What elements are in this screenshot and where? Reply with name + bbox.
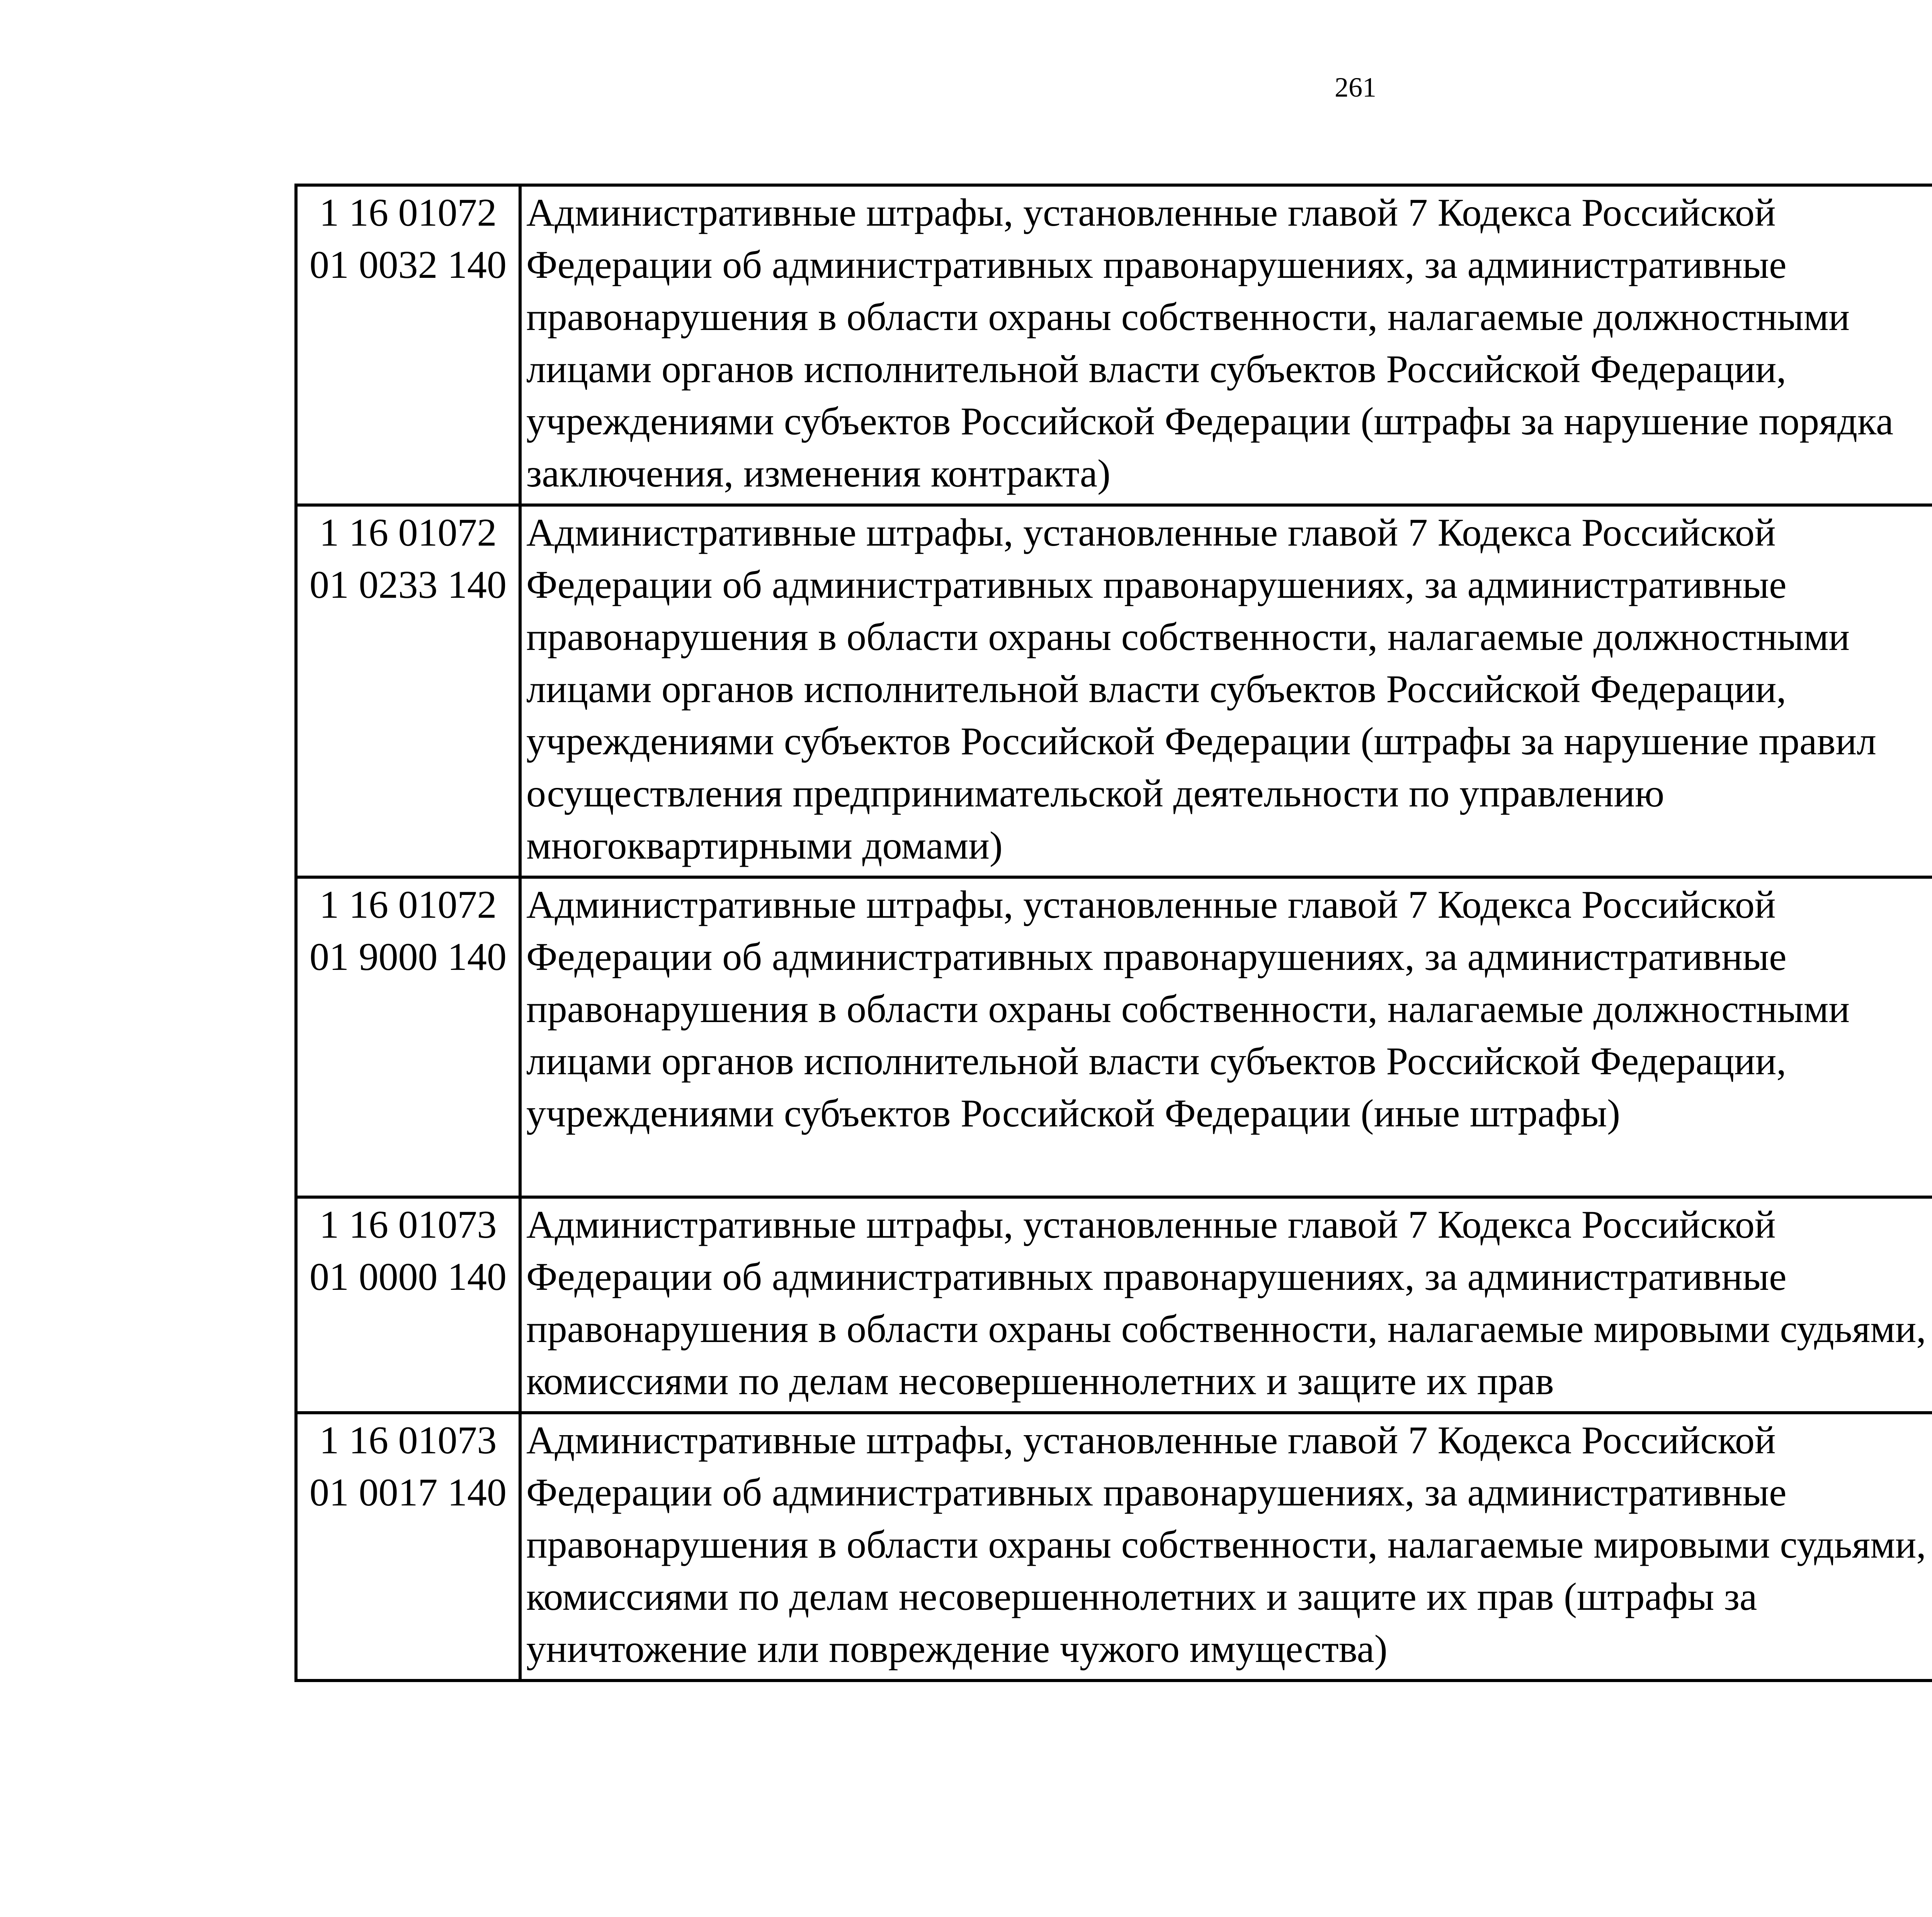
description-line: лицами органов исполнительной власти субъектов Российской Федерации, bbox=[526, 1039, 1786, 1083]
budget-code-cell bbox=[296, 505, 520, 877]
description-line: заключения, изменения контракта) bbox=[526, 452, 1111, 495]
description-line: правонарушения в области охраны собственности, налагаемые должностными bbox=[526, 615, 1850, 659]
description-cell bbox=[520, 185, 1932, 505]
description-line: учреждениями субъектов Российской Федерации (штрафы за нарушение порядка bbox=[526, 400, 1894, 443]
description-line: уничтожение или повреждение чужого имущества) bbox=[526, 1627, 1388, 1671]
description-line: Федерации об административных правонарушениях, за административные bbox=[526, 935, 1787, 979]
budget-code-line: 01 0017 140 bbox=[310, 1471, 507, 1514]
budget-code-cell bbox=[296, 1413, 520, 1681]
description-cell bbox=[520, 1413, 1932, 1681]
description-line: правонарушения в области охраны собственности, налагаемые мировыми судьями, bbox=[526, 1307, 1926, 1351]
description-line: Федерации об административных правонарушениях, за административные bbox=[526, 1471, 1787, 1514]
description-line: Федерации об административных правонарушениях, за административные bbox=[526, 563, 1787, 607]
page-number: 261 bbox=[1335, 72, 1376, 103]
table-row bbox=[296, 877, 1932, 1197]
description-line: Административные штрафы, установленные главой 7 Кодекса Российской bbox=[526, 191, 1776, 235]
description-line: комиссиями по делам несовершеннолетних и защите их прав bbox=[526, 1359, 1554, 1403]
budget-code-cell bbox=[296, 877, 520, 1197]
description-cell bbox=[520, 877, 1932, 1197]
description-line: Административные штрафы, установленные главой 7 Кодекса Российской bbox=[526, 883, 1776, 927]
description-line: лицами органов исполнительной власти субъектов Российской Федерации, bbox=[526, 347, 1786, 391]
budget-code-line: 01 0233 140 bbox=[310, 563, 507, 607]
description-line: Административные штрафы, установленные главой 7 Кодекса Российской bbox=[526, 511, 1776, 555]
budget-code-line: 01 9000 140 bbox=[310, 935, 507, 979]
budget-code-cell bbox=[296, 1197, 520, 1413]
description-line: Федерации об административных правонарушениях, за административные bbox=[526, 1255, 1787, 1299]
description-line: правонарушения в области охраны собственности, налагаемые должностными bbox=[526, 987, 1850, 1031]
budget-code-line: 1 16 01073 bbox=[319, 1203, 497, 1247]
description-line: комиссиями по делам несовершеннолетних и защите их прав (штрафы за bbox=[526, 1575, 1757, 1619]
description-line: правонарушения в области охраны собственности, налагаемые должностными bbox=[526, 295, 1850, 339]
description-line: Административные штрафы, установленные главой 7 Кодекса Российской bbox=[526, 1419, 1776, 1462]
table-row bbox=[296, 505, 1932, 877]
description-line: Федерации об административных правонарушениях, за административные bbox=[526, 243, 1787, 287]
description-line: осуществления предпринимательской деятельности по управлению bbox=[526, 772, 1665, 815]
table-row bbox=[296, 1197, 1932, 1413]
description-line: лицами органов исполнительной власти субъектов Российской Федерации, bbox=[526, 667, 1786, 711]
description-line: многоквартирными домами) bbox=[526, 824, 1003, 867]
description-cell bbox=[520, 1197, 1932, 1413]
budget-code-line: 1 16 01073 bbox=[319, 1419, 497, 1462]
budget-code-cell bbox=[296, 185, 520, 505]
budget-table bbox=[294, 184, 1932, 1682]
budget-code-line: 01 0000 140 bbox=[310, 1255, 507, 1299]
description-line: учреждениями субъектов Российской Федерации (штрафы за нарушение правил bbox=[526, 720, 1876, 763]
description-line: правонарушения в области охраны собственности, налагаемые мировыми судьями, bbox=[526, 1523, 1926, 1567]
table-row bbox=[296, 1413, 1932, 1681]
budget-code-line: 01 0032 140 bbox=[310, 243, 507, 287]
budget-code-line: 1 16 01072 bbox=[319, 883, 497, 927]
description-line: учреждениями субъектов Российской Федерации (иные штрафы) bbox=[526, 1092, 1621, 1135]
description-line: Административные штрафы, установленные главой 7 Кодекса Российской bbox=[526, 1203, 1776, 1247]
description-cell bbox=[520, 505, 1932, 877]
budget-code-line: 1 16 01072 bbox=[319, 511, 497, 555]
table-row bbox=[296, 185, 1932, 505]
budget-code-line: 1 16 01072 bbox=[319, 191, 497, 235]
